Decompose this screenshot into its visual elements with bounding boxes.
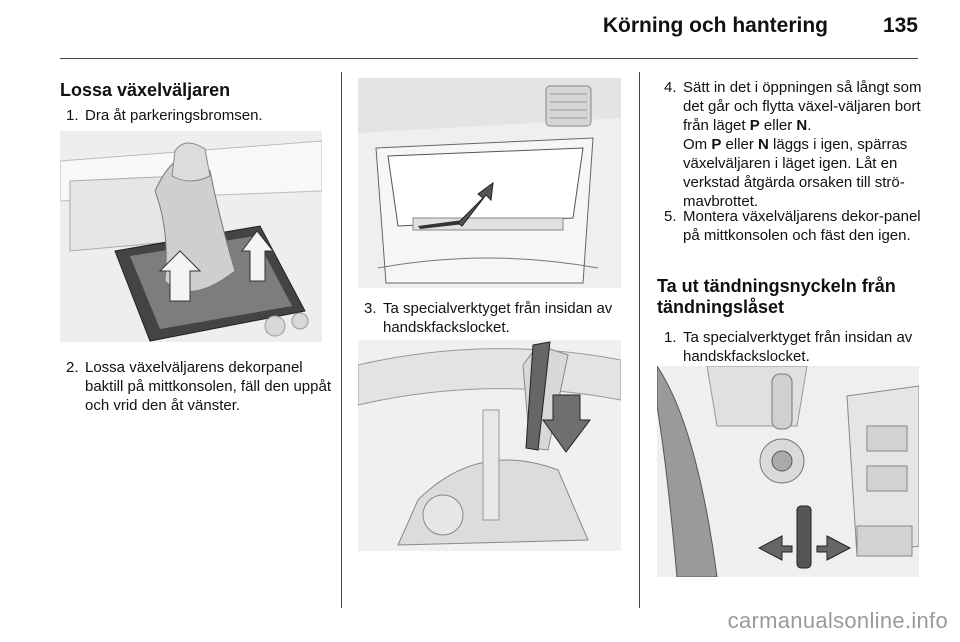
step-text: Ta specialverktyget från insidan av handskfackslocket. bbox=[683, 329, 913, 365]
step-text: Ta specialverktyget från insidan av handskfackslocket. bbox=[383, 300, 613, 336]
page-title: Körning och hantering bbox=[602, 14, 828, 37]
step-2-decor-panel bbox=[66, 358, 338, 415]
gear-p-label: P bbox=[711, 136, 722, 153]
gear-p-label: P bbox=[749, 117, 760, 134]
step-number: 1. bbox=[664, 329, 677, 346]
step-text-part: . bbox=[807, 117, 812, 134]
step-text-part: läggs i igen, spärras växelväljaren i läget igen. Låt en verkstad åtgärda orsaken till strö-mavbrottet. bbox=[683, 136, 908, 210]
step-text bbox=[664, 78, 926, 211]
step-number: 2. bbox=[66, 359, 79, 376]
page-number: 135 bbox=[882, 14, 918, 37]
step-1-special-tool bbox=[664, 328, 926, 366]
section-heading-gear-selector: Lossa växelväljaren bbox=[60, 80, 231, 100]
section-heading-ignition-key: Ta ut tändningsnyckeln från tändningslåset bbox=[657, 276, 896, 317]
step-number: 1. bbox=[66, 107, 79, 124]
step-text-part: Sätt in det i öppningen så långt som det går och flytta växel-väljaren bort från läget bbox=[683, 79, 922, 134]
step-text: Lossa växelväljarens dekorpanel baktill på mittkonsolen, fäll den uppåt och vrid den åt vänster. bbox=[85, 359, 331, 414]
step-number: 5. bbox=[664, 208, 677, 225]
page-header bbox=[0, 14, 918, 50]
figure-glovebox bbox=[358, 78, 621, 288]
step-text-part: Om bbox=[683, 136, 712, 153]
column-divider-2 bbox=[639, 72, 640, 608]
figure-gear-selector bbox=[60, 131, 322, 342]
gear-n-label: N bbox=[796, 117, 808, 134]
step-text-part: eller bbox=[759, 117, 797, 134]
step-number: 4. bbox=[664, 79, 677, 96]
header-rule bbox=[60, 58, 918, 59]
step-5-refit-panel bbox=[664, 207, 926, 245]
watermark-footer: carmanualsonline.info bbox=[727, 608, 948, 633]
step-1-parking-brake bbox=[66, 106, 336, 125]
step-4-insert-tool bbox=[664, 78, 926, 211]
figure-ignition-lock bbox=[657, 366, 919, 577]
step-3-special-tool bbox=[364, 299, 628, 337]
step-text-part: eller bbox=[721, 136, 759, 153]
column-divider-1 bbox=[341, 72, 342, 608]
gear-n-label: N bbox=[758, 136, 769, 153]
step-text: Dra åt parkeringsbromsen. bbox=[85, 107, 263, 124]
step-text: Montera växelväljarens dekor-panel på mittkonsolen och fäst den igen. bbox=[683, 208, 921, 244]
figure-tool-insert bbox=[358, 340, 621, 551]
step-number: 3. bbox=[364, 300, 377, 317]
